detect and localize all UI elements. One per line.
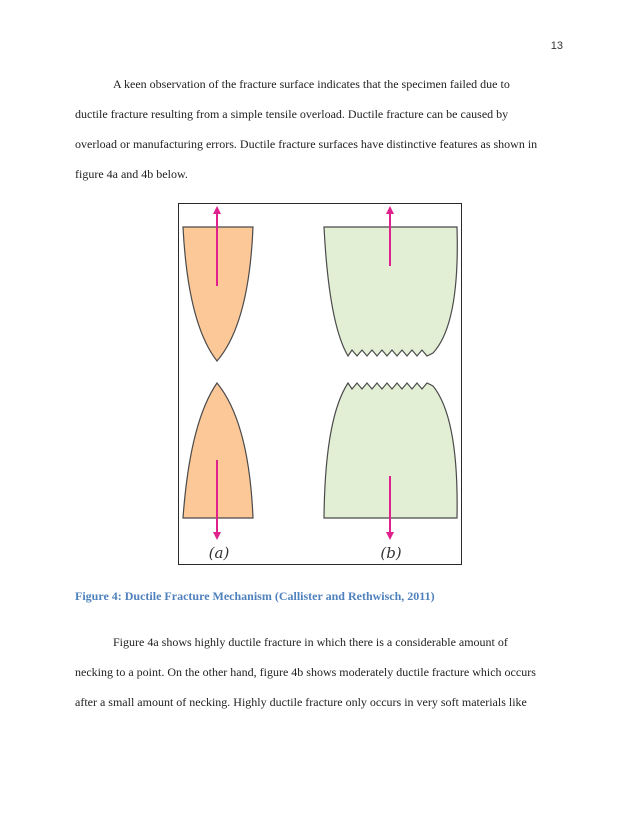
panel-a-label: (a) xyxy=(208,544,230,562)
fracture-diagram xyxy=(179,204,461,564)
panel-b-label: (b) xyxy=(380,544,402,562)
intro-paragraph xyxy=(75,69,570,189)
paragraph-line: figure 4a and 4b below. xyxy=(75,167,188,181)
paragraph-line: after a small amount of necking. Highly ductile fracture only occurs in very soft materials like xyxy=(75,695,527,709)
figure-caption: Figure 4: Ductile Fracture Mechanism (Callister and Rethwisch, 2011) xyxy=(75,589,435,603)
page-number: 13 xyxy=(550,40,563,52)
paragraph-line: A keen observation of the fracture surface indicates that the specimen failed due to xyxy=(113,77,510,91)
fracture-figure xyxy=(178,203,462,565)
paragraph-line: necking to a point. On the other hand, figure 4b shows moderately ductile fracture which occurs xyxy=(75,665,536,679)
paragraph-line: overload or manufacturing errors. Ductile fracture surfaces have distinctive features as shown in xyxy=(75,137,538,151)
paragraph-line: ductile fracture resulting from a simple tensile overload. Ductile fracture can be caused by xyxy=(75,107,509,121)
paragraph-line: Figure 4a shows highly ductile fracture in which there is a considerable amount of xyxy=(113,635,508,649)
explanation-paragraph xyxy=(75,627,570,717)
